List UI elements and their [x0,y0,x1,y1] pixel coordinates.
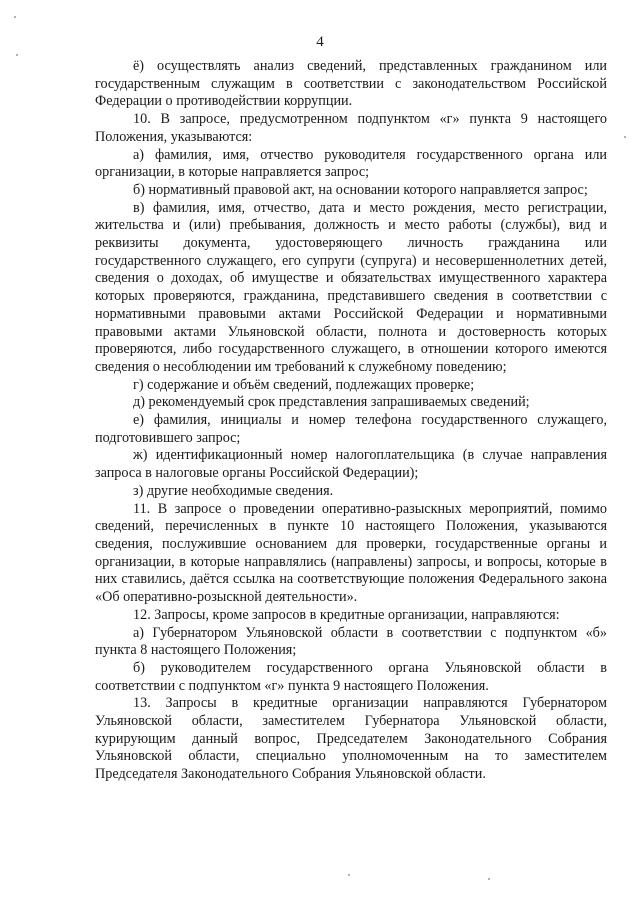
document-body [95,58,607,784]
paragraph-10-e: е) фамилия, инициалы и номер телефона государственного служащего, подготовившего запрос; [95,412,607,446]
scan-speck [14,16,16,18]
paragraph-13: 13. Запросы в кредитные организации направляются Губернатором Ульяновской области, заместителем Губернатора Ульяновской области, курирующим данный вопрос, Председателем Законодательного Собрания Ульяновской области, специально уполномоченным на то заместителем Председателя Законодательного Собрания Ульяновской области. [95,695,607,783]
paragraph-yo-analysis: ё) осуществлять анализ сведений, представленных гражданином или государственным служащим в соответствии с законодательством Российской Федерации о противодействии коррупции. [95,58,607,110]
page-number: 4 [316,34,324,50]
paragraph-10-g: г) содержание и объём сведений, подлежащих проверке; [133,376,475,393]
paragraph-10-b: б) нормативный правовой акт, на основании которого направляется запрос; [133,181,588,198]
paragraph-10-a: а) фамилия, имя, отчество руководителя государственного органа или организации, в которые направляется запрос; [95,146,607,181]
paragraph-10-v: в) фамилия, имя, отчество, дата и место рождения, место регистрации, жительства и (или) пребывания, должность и место работы (службы), вид и реквизиты документа, удостоверяющего личность гражданина или государственного служащего, его супруги (супруга) и несовершеннолетних детей, сведения о доходах, об имуществе и обязательствах имущественного характера которых проверяются, гражданина, представившего сведения в соответствии с нормативными правовыми актами Российской Федерации и нормативными правовыми актами Ульяновской области, полнота и достоверность которых проверяются, либо государственного служащего, в отношении которого имеются сведения о несоблюдении им требований к служебному поведению; [95,199,607,375]
paragraph-10-zh: ж) идентификационный номер налогоплательщика (в случае направления запроса в налоговые органы Российской Федерации); [95,447,607,482]
scan-speck [348,874,350,876]
paragraph-12-intro: 12. Запросы, кроме запросов в кредитные организации, направляются: [133,606,560,623]
paragraph-12-a: а) Губернатором Ульяновской области в соответствии с подпунктом «б» пункта 8 настоящего Положения; [95,624,607,659]
scan-speck [624,136,626,138]
scan-speck [16,54,18,56]
paragraph-11: 11. В запросе о проведении оперативно-разыскных мероприятий, помимо сведений, перечисленных в пункте 10 настоящего Положения, указываются сведения, послужившие основанием для проверки, государственные органы и организации, в которые направлялись (направлены) запросы, и вопросы, которые в них ставились, даётся ссылка на соответствующие положения Федерального закона «Об оперативно-розыскной деятельности». [95,500,607,606]
paragraph-10-intro: 10. В запросе, предусмотренном подпунктом «г» пункта 9 настоящего Положения, указываются: [95,111,607,145]
paragraph-10-z: з) другие необходимые сведения. [133,482,334,499]
paragraph-12-b: б) руководителем государственного органа Ульяновской области в соответствии с подпунктом «г» пункта 9 настоящего Положения. [95,659,607,694]
paragraph-10-d: д) рекомендуемый срок представления запрашиваемых сведений; [133,394,530,411]
scan-speck [488,878,490,880]
